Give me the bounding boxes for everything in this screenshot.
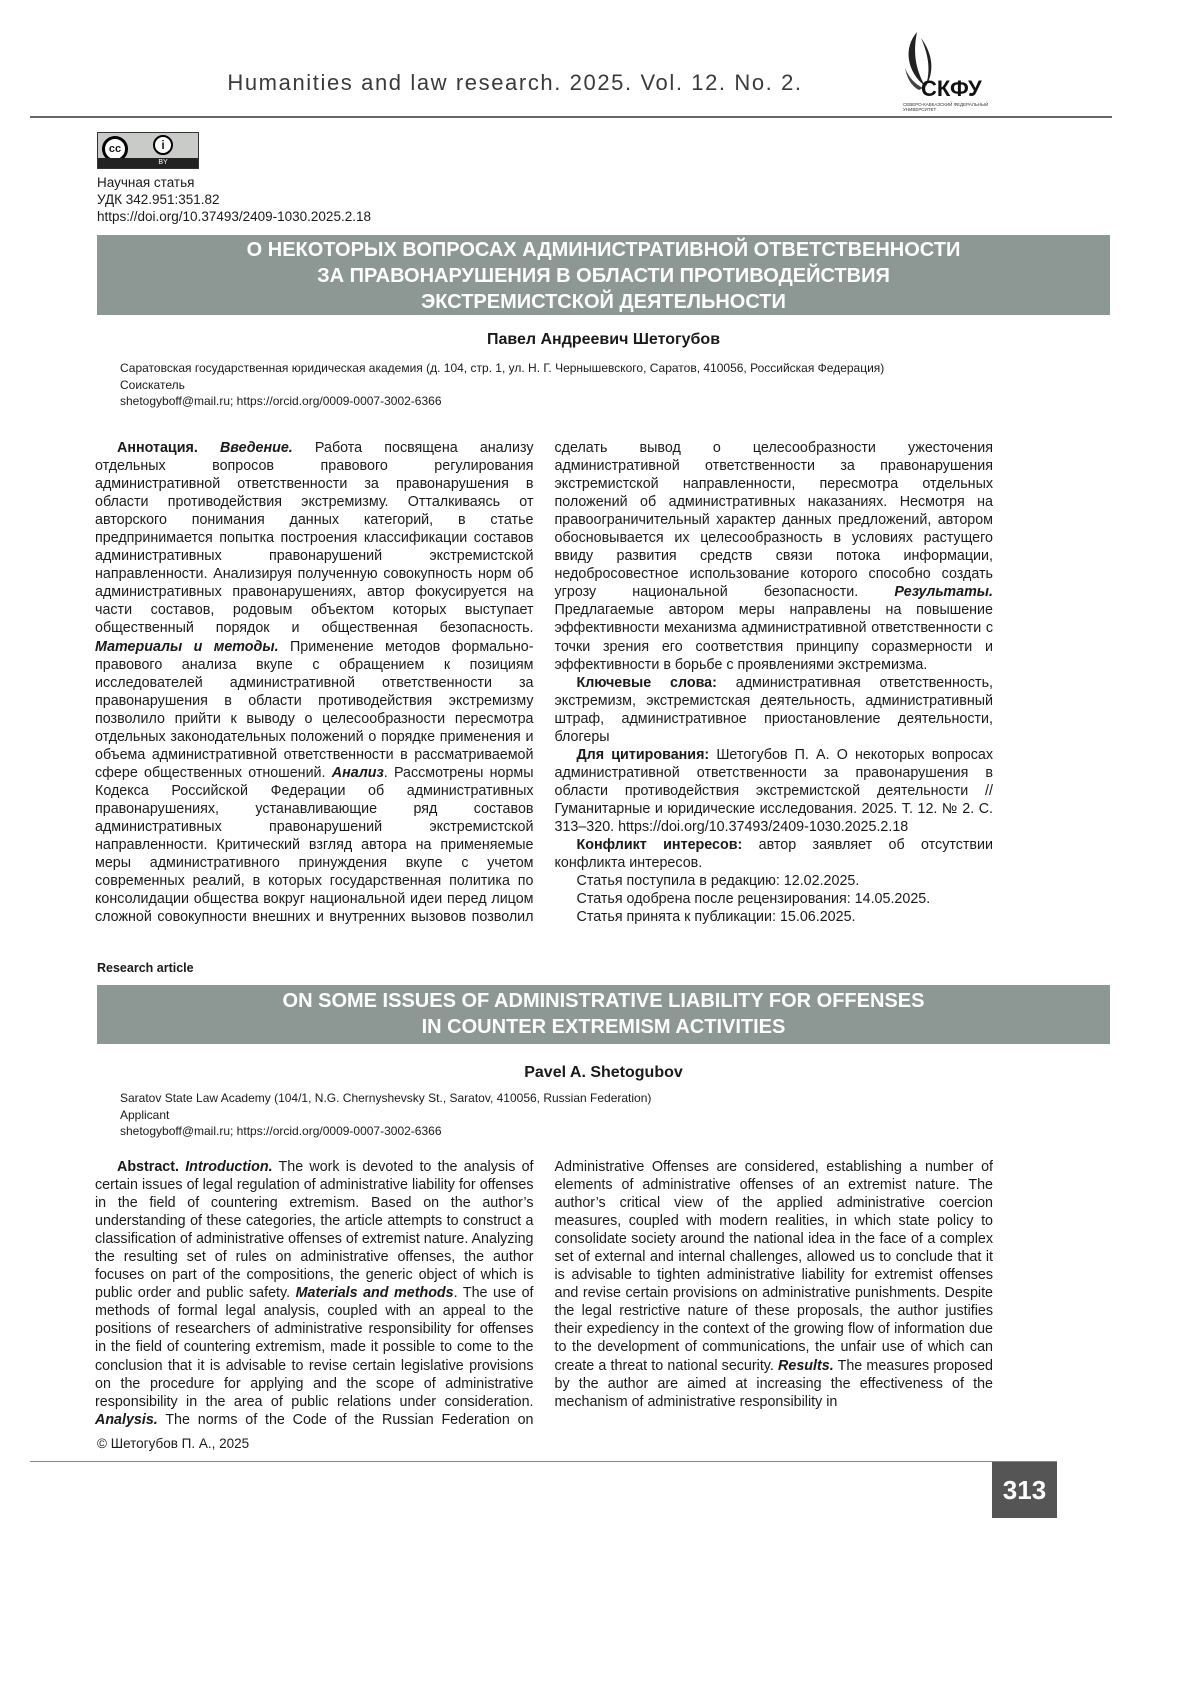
en-title-band [97,985,1110,1044]
abstract-paragraph [555,746,994,836]
en-author: Pavel A. Shetogubov [97,1064,1110,1082]
text-run: . Рассмотрены нормы Кодекса Российской Федерации об административных правонарушениях, устанавливающие ряд составов административных правонарушений экстремистской направленности. Критический взгляд автора на применяемые меры административного принуждения вкупе с учетом современных реалий, в которых государственная политика по консолидации общества вокруг национальной идеи перед лицом сложной совокупности внешних и внутренних вызовов позволил сделать вывод о целесообразности ужесточения административной ответственности за правонарушения экстремистской направленности, пересмотра отдельных положений об административных наказаниях. Несмотря на правоограничительный характер данных предложений, автором обосновывается их целесообразность в условиях растущего ввиду развития средств связи потока информации, недобросовестное использование которого способно создать угрозу национальной безопасности. [95,440,993,925]
heading-run: Введение. [220,440,293,456]
ru-title-line: О НЕКОТОРЫХ ВОПРОСАХ АДМИНИСТРАТИВНОЙ ОТВЕТСТВЕННОСТИ [97,237,1110,263]
cc-by-license-badge[interactable] [97,132,199,169]
heading-run: Аннотация. [117,440,220,456]
abstract-paragraph [555,890,994,908]
footer-divider [30,1461,1057,1462]
text-run: Статья принята к публикации: 15.06.2025. [577,909,856,925]
attribution-icon: i [153,135,173,155]
heading-run: Анализ [332,765,384,781]
text-run: The work is devoted to the analysis of certain issues of legal regulation of administrative liability for offenses in the field of countering extremism. Based on the author’s understanding of these categories, the article attempts to construct a classification of administrative offenses of extremist nature. Analyzing the resulting set of rules on administrative offenses, the author focuses on part of the compositions, the generic object of which is public order and public safety. [95,1159,534,1301]
udk: УДК 342.951:351.82 [97,191,220,208]
heading-run: Результаты. [894,584,993,600]
affiliation-line: Соискатель [120,377,884,394]
logo-text: СКФУ [921,76,982,102]
text-run: административная ответственность, экстремизм, экстремистская деятельность, административный штраф, административное приостановление деятельности, блогеры [555,675,994,745]
ru-title-line: ЭКСТРЕМИСТСКОЙ ДЕЯТЕЛЬНОСТИ [97,289,1110,315]
header-divider [30,116,1112,118]
affiliation-line: Saratov State Law Academy (104/1, N.G. Chernyshevsky St., Saratov, 410056, Russian Federation) [120,1090,651,1107]
ru-abstract [95,439,993,949]
heading-run: Материалы и методы. [95,639,279,655]
heading-run: Для цитирования: [577,747,710,763]
ru-title-band [97,235,1110,315]
heading-run: Results. [778,1358,834,1374]
journal-header: Humanities and law research. 2025. Vol. 12. No. 2. [0,70,1030,96]
copyright: © Шетогубов П. А., 2025 [97,1436,249,1451]
en-article-type: Research article [97,961,194,975]
text-run: Статья одобрена после рецензирования: 14.05.2025. [577,891,931,907]
abstract-paragraph [555,674,994,746]
text-run: Работа посвящена анализу отдельных вопросов правового регулирования административной ответственности за правонарушения в области противодействия экстремизму. Отталкиваясь от авторского понимания данных категорий, в статье предпринимается попытка построения классификации составов административных правонарушений экстремистской направленности. Анализируя полученную совокупность норм об административных правонарушениях, автор фокусируется на части составов, родовым объектом которых выступает общественный порядок и общественная безопасность. [95,440,534,636]
heading-run: Abstract. [117,1159,185,1175]
license-label: BY [98,158,198,168]
abstract-paragraph [95,1158,993,1433]
heading-run: Materials and methods [296,1285,454,1301]
text-run: автор заявляет об отсутствии конфликта интересов. [555,837,994,871]
ru-title-line: ЗА ПРАВОНАРУШЕНИЯ В ОБЛАСТИ ПРОТИВОДЕЙСТВИЯ [97,263,1110,289]
page-number: 313 [992,1462,1057,1518]
heading-run: Introduction. [185,1159,272,1175]
logo-subtitle: СЕВЕРО-КАВКАЗСКИЙ ФЕДЕРАЛЬНЫЙ УНИВЕРСИТЕТ [903,102,995,112]
en-title-line: IN COUNTER EXTREMISM ACTIVITIES [97,1014,1110,1040]
university-logo [895,28,995,116]
abstract-paragraph [555,872,994,890]
en-title-line: ON SOME ISSUES OF ADMINISTRATIVE LIABILITY FOR OFFENSES [97,988,1110,1014]
text-run: The measures proposed by the author are aimed at increasing the effectiveness of the mechanism of administrative responsibility in [555,1358,994,1410]
ru-author: Павел Андреевич Шетогубов [97,331,1110,349]
text-run: Предлагаемые автором меры направлены на повышение эффективности механизма административной ответственности с точки зрения его соответствия принципу соразмерности и эффективности в борьбе с проявлениями экстремизма. [555,602,994,672]
affiliation-line: shetogyboff@mail.ru; https://orcid.org/0009-0007-3002-6366 [120,1123,651,1140]
abstract-paragraph [555,908,994,926]
article-type: Научная статья [97,174,194,191]
affiliation-line: shetogyboff@mail.ru; https://orcid.org/0009-0007-3002-6366 [120,393,884,410]
ru-affiliation [120,360,884,410]
text-run: Применение методов формально-правового анализа вкупе с обращением к позициям исследователей административной ответственности за правонарушения в области противодействия экстремизму позволило прийти к выводу о целесообразности пересмотра отдельных законодательных положений о порядке применения и объема административной ответственности в рассматриваемой сфере общественных отношений. [95,639,534,781]
heading-run: Конфликт интересов: [577,837,743,853]
en-abstract [95,1158,993,1433]
text-run: . The use of methods of formal legal analysis, coupled with an appeal to the positions of researchers of administrative responsibility for offenses in the field of countering extremism, made it possible to come to the conclusion that it is advisable to revise certain legislative provisions on the procedure for applying and the scope of administrative responsibility in the area of public relations under consideration. [95,1285,534,1409]
text-run: Шетогубов П. А. О некоторых вопросах административной ответственности за правонарушения в области противодействия экстремистской деятельности // Гуманитарные и юридические исследования. 2025. Т. 12. № 2. С. 313–320. https://doi.org/10.37493/2409-1030.2025.2.18 [555,747,994,835]
doi-link[interactable]: https://doi.org/10.37493/2409-1030.2025.2.18 [97,208,371,225]
heading-run: Analysis. [95,1412,158,1428]
text-run: Статья поступила в редакцию: 12.02.2025. [577,873,860,889]
heading-run: Ключевые слова: [577,675,717,691]
affiliation-line: Applicant [120,1107,651,1124]
cc-icon: cc [102,136,128,162]
abstract-paragraph [555,836,994,872]
text-run: The norms of the Code of the Russian Federation on Administrative Offenses are considered, establishing a number of elements of administrative offenses of an extremist nature. The author’s critical view of the applied administrative coercion measures, coupled with modern realities, in which state policy to consolidate society around the national idea in the face of a complex set of external and internal challenges, allowed us to conclude that it is advisable to tighten administrative liability for extremist offenses and revise certain provisions on administrative punishments. Despite the legal restrictive nature of these proposals, the author justifies their expediency in the context of the growing flow of information due to the development of communications, the unfair use of which can create a threat to national security. [158,1159,993,1428]
en-affiliation [120,1090,651,1140]
affiliation-line: Саратовская государственная юридическая академия (д. 104, стр. 1, ул. Н. Г. Чернышевского, Саратов, 410056, Российская Федерация) [120,360,884,377]
